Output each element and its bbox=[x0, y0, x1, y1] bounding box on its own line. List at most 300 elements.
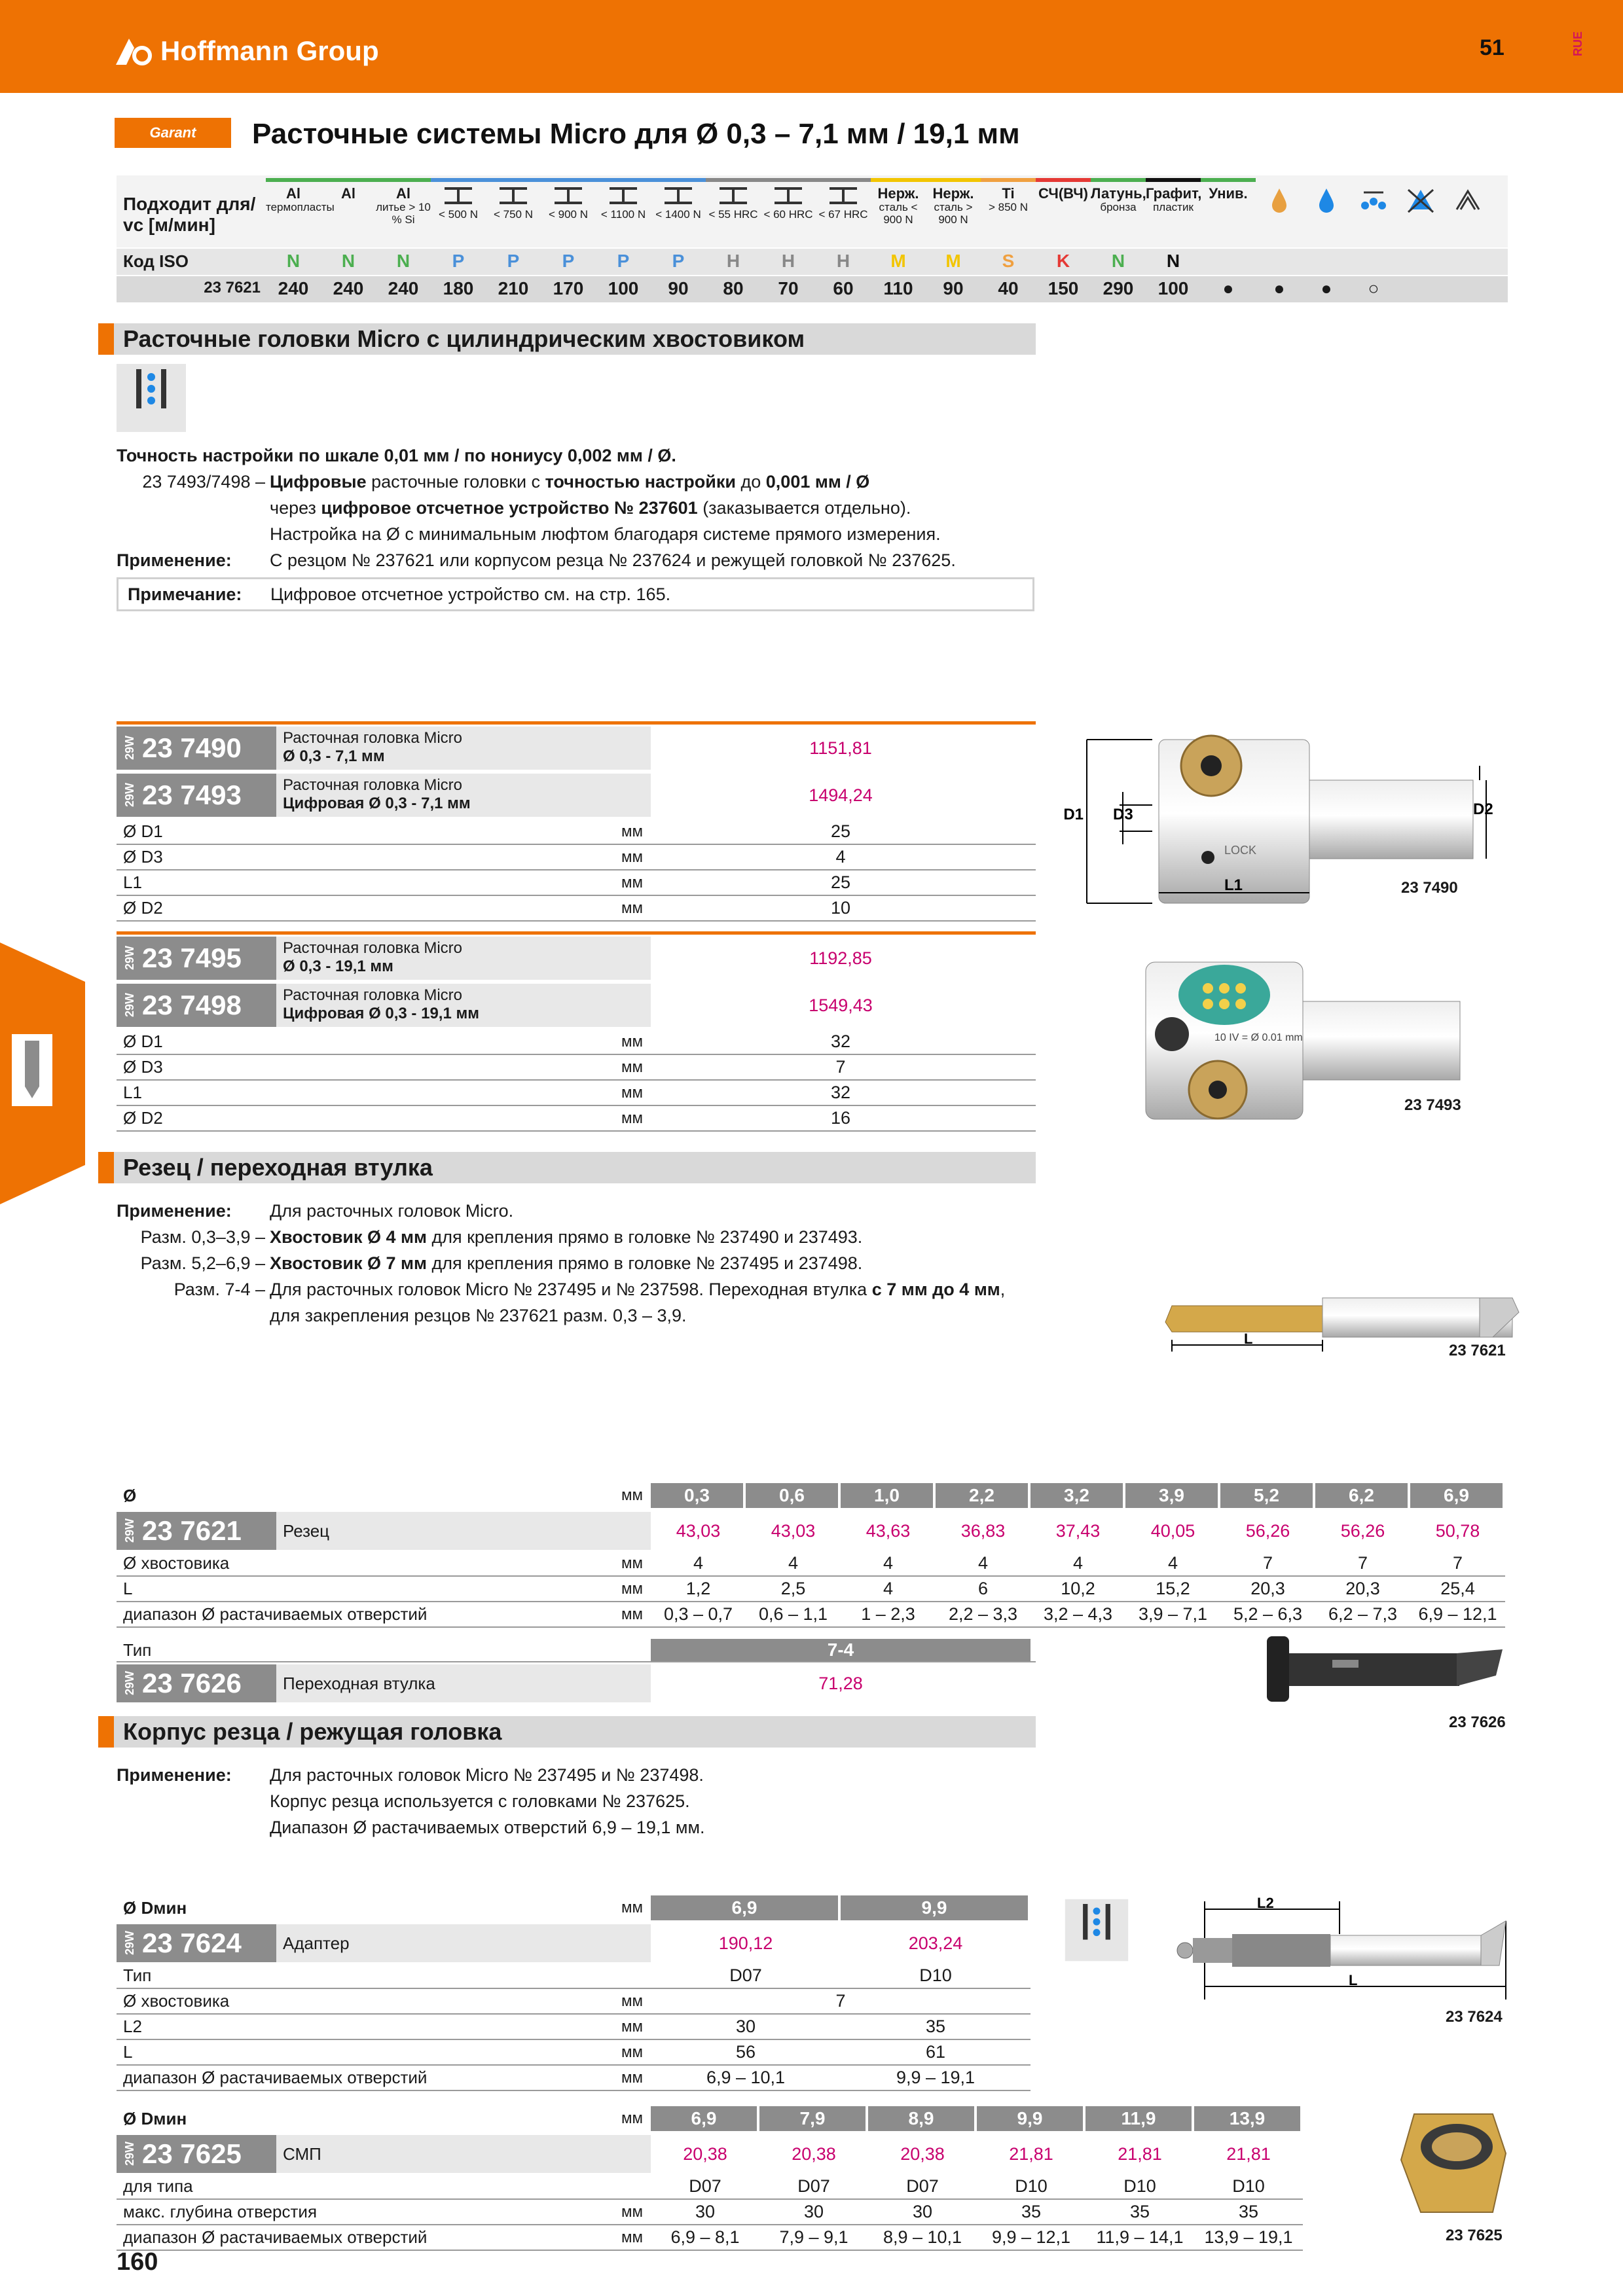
row-value: 0,6 – 1,1 bbox=[758, 1604, 828, 1624]
row-value: 7 bbox=[835, 1991, 846, 2011]
material-column-16 bbox=[1146, 175, 1201, 247]
unit-label: мм bbox=[621, 1605, 643, 1623]
size-header: 9,9 bbox=[841, 1895, 1028, 1920]
iso-code-cell: H bbox=[726, 251, 740, 271]
material-colorbar bbox=[761, 178, 816, 182]
size-header-row bbox=[117, 2106, 1303, 2131]
row-value: 30 bbox=[695, 2202, 716, 2221]
row-value: D10 bbox=[1232, 2176, 1265, 2196]
row-value: 6 bbox=[977, 1579, 989, 1598]
unit-label: мм bbox=[621, 1579, 643, 1598]
material-colorbar bbox=[706, 178, 761, 182]
label-l-adapter: L bbox=[1349, 1972, 1358, 1988]
product-row-237621 bbox=[117, 1511, 1505, 1551]
size-header: 3,9 bbox=[1125, 1483, 1218, 1508]
dimension-label: Ø D3 bbox=[123, 847, 163, 867]
article-prefix: 29W bbox=[123, 736, 136, 761]
speed-cell: 290 bbox=[1103, 278, 1134, 298]
coolant-mark-cell bbox=[1397, 276, 1444, 302]
material-sub: < 750 N bbox=[493, 208, 533, 221]
iso-code-cell: P bbox=[617, 251, 630, 271]
iso-code-cell: K bbox=[1056, 251, 1070, 271]
lock-text: LOCK bbox=[1224, 844, 1257, 857]
material-column-5 bbox=[541, 175, 596, 247]
material-row-label: Подходит для/ vc [м/мин] bbox=[123, 194, 256, 235]
note-label: Примечание: bbox=[128, 584, 242, 604]
material-sub: термопласты bbox=[266, 201, 335, 214]
row-value: 56 bbox=[735, 2042, 756, 2062]
coolant-code-cell bbox=[1303, 249, 1350, 275]
iso-code-cell: N bbox=[1111, 251, 1125, 271]
iso-code-cell: M bbox=[945, 251, 961, 271]
unit-label: мм bbox=[621, 1899, 643, 1916]
material-colorbar bbox=[541, 178, 596, 182]
row-label: диапазон Ø растачиваемых отверстий bbox=[123, 1604, 428, 1624]
size-header: 6,9 bbox=[1410, 1483, 1503, 1508]
dimension-label: L1 bbox=[123, 872, 142, 892]
row-value: 4 bbox=[977, 1553, 989, 1573]
size-header: 11,9 bbox=[1085, 2106, 1192, 2131]
no-coolant-icon bbox=[1404, 186, 1437, 216]
article-number: 23 7493 bbox=[142, 780, 242, 810]
unit-label: мм bbox=[621, 1032, 643, 1050]
page-number: 51 bbox=[1480, 35, 1504, 60]
speed-cell: 240 bbox=[333, 278, 364, 298]
material-header-row bbox=[117, 175, 1508, 247]
steel-beam-icon bbox=[442, 186, 475, 206]
label-l: L bbox=[1244, 1331, 1253, 1347]
size-label: Ø bbox=[123, 1485, 137, 1505]
article-code bbox=[117, 984, 276, 1027]
material-column-0 bbox=[266, 175, 335, 247]
row-value: 20,3 bbox=[1250, 1579, 1285, 1598]
spray-mist-icon bbox=[1357, 186, 1390, 216]
speed-cell: 70 bbox=[778, 278, 799, 298]
product-row-237495 bbox=[117, 935, 1036, 981]
material-colorbar bbox=[981, 178, 1036, 182]
row-value: 35 bbox=[1021, 2202, 1042, 2221]
row-value: 6,9 – 12,1 bbox=[1418, 1604, 1497, 1624]
speed-cell: 150 bbox=[1048, 278, 1079, 298]
coolant-code-cell bbox=[1350, 249, 1397, 275]
speed-cell: 180 bbox=[443, 278, 474, 298]
material-name: Al bbox=[396, 185, 410, 202]
unit-label: мм bbox=[621, 2043, 643, 2061]
material-colorbar bbox=[871, 178, 926, 182]
row-value: 25,4 bbox=[1440, 1579, 1475, 1598]
material-colorbar bbox=[816, 178, 871, 182]
iso-code-cell: P bbox=[672, 251, 685, 271]
data-row bbox=[117, 2200, 1303, 2225]
product-row-237498 bbox=[117, 982, 1036, 1028]
material-column-17 bbox=[1201, 175, 1256, 247]
size-line-3: Для расточных головок Micro № 237495 и № 237598. Переходная втулка с 7 мм до 4 мм, bbox=[270, 1280, 1006, 1299]
article-code bbox=[117, 2135, 276, 2173]
row-value: 4 bbox=[693, 1553, 704, 1573]
unit-label: мм bbox=[621, 1486, 643, 1504]
size-header: 0,6 bbox=[746, 1483, 838, 1508]
dimension-row bbox=[117, 1030, 1036, 1055]
dimension-row bbox=[117, 1106, 1036, 1132]
material-colorbar bbox=[266, 178, 321, 182]
steel-beam-icon bbox=[497, 186, 530, 206]
footer-page-number: 160 bbox=[117, 2248, 158, 2276]
dimension-label: Ø D3 bbox=[123, 1057, 163, 1077]
caption-7621: 23 7621 bbox=[1449, 1342, 1506, 1359]
unit-label: мм bbox=[621, 1992, 643, 2010]
article-number: 23 7625 bbox=[142, 2138, 242, 2169]
material-sub: сталь < 900 N bbox=[879, 201, 918, 226]
precision-text: Точность настройки по шкале 0,01 мм / по нониусу 0,002 мм / Ø. bbox=[117, 446, 676, 465]
dimension-label: Ø D1 bbox=[123, 821, 163, 841]
row-value: 7,9 – 9,1 bbox=[779, 2227, 848, 2247]
size-header: 0,3 bbox=[651, 1483, 743, 1508]
price: 190,12 bbox=[718, 1933, 773, 1953]
material-column-13 bbox=[981, 175, 1036, 247]
row-value: 3,2 – 4,3 bbox=[1043, 1604, 1113, 1624]
size-line-1: Хвостовик Ø 4 мм для крепления прямо в головке № 237490 и 237493. bbox=[270, 1227, 863, 1247]
speed-cell: 90 bbox=[668, 278, 689, 298]
article-description bbox=[276, 774, 651, 817]
material-sub: бронза bbox=[1100, 201, 1137, 214]
row-label: макс. глубина отверстия bbox=[123, 2202, 318, 2221]
article-description: Переходная втулка bbox=[276, 1664, 651, 1702]
unit-label: мм bbox=[621, 1058, 643, 1076]
dimension-value: 16 bbox=[830, 1108, 851, 1128]
material-name: Унив. bbox=[1209, 185, 1248, 202]
material-sub: < 60 HRC bbox=[763, 208, 813, 221]
row-value: 4 bbox=[1072, 1553, 1084, 1573]
data-row bbox=[117, 2174, 1303, 2200]
row-label: для типа bbox=[123, 2176, 193, 2196]
material-column-3 bbox=[431, 175, 486, 247]
dimension-row bbox=[117, 1055, 1036, 1081]
size-header: 3,2 bbox=[1030, 1483, 1123, 1508]
material-column-11 bbox=[871, 175, 926, 247]
row-value: 30 bbox=[912, 2202, 933, 2221]
price: 71,28 bbox=[818, 1673, 863, 1693]
unit-label: мм bbox=[621, 1554, 643, 1572]
material-name: Графит, bbox=[1146, 185, 1202, 202]
row-value: 9,9 – 19,1 bbox=[896, 2068, 976, 2087]
material-column-7 bbox=[651, 175, 706, 247]
price: 40,05 bbox=[1150, 1520, 1195, 1541]
article-code bbox=[117, 937, 276, 980]
material-colorbar bbox=[1201, 178, 1256, 182]
article-code bbox=[117, 1924, 276, 1962]
row-label: L2 bbox=[123, 2017, 142, 2036]
scale-text: 10 IV = Ø 0.01 mm bbox=[1214, 1032, 1303, 1043]
article-prefix: 29W bbox=[123, 1671, 136, 1696]
description-line-1: Расточная головка Micro bbox=[283, 986, 462, 1004]
row-value: 4 bbox=[883, 1553, 894, 1573]
data-row bbox=[117, 1602, 1505, 1628]
row-value: D10 bbox=[1123, 2176, 1156, 2196]
material-column-2 bbox=[376, 175, 431, 247]
article-code bbox=[117, 1664, 276, 1702]
row-value: 6,9 – 10,1 bbox=[706, 2068, 786, 2087]
row-value: 7 bbox=[1452, 1553, 1463, 1573]
size-header: 6,9 bbox=[651, 2106, 757, 2131]
material-column-4 bbox=[486, 175, 541, 247]
row-value: 35 bbox=[1129, 2202, 1150, 2221]
digital-ref: 23 7493/7498 – bbox=[142, 472, 265, 492]
size-label: Ø Dмин bbox=[123, 1897, 187, 1918]
iso-code-cell: N bbox=[341, 251, 356, 271]
coolant-column-2 bbox=[1350, 175, 1397, 247]
price: 21,81 bbox=[1009, 2144, 1053, 2164]
caption-7626: 23 7626 bbox=[1449, 1713, 1506, 1731]
iso-code-cell: N bbox=[1166, 251, 1180, 271]
steel-beam-icon bbox=[607, 186, 640, 206]
row-value: D07 bbox=[797, 2176, 830, 2196]
iso-label: Код ISO bbox=[123, 251, 189, 271]
size-line-2: Хвостовик Ø 7 мм для крепления прямо в головке № 237495 и 237498. bbox=[270, 1253, 863, 1273]
row-value: 1 – 2,3 bbox=[861, 1604, 915, 1624]
material-column-1 bbox=[321, 175, 376, 247]
garant-logo: Garant bbox=[115, 118, 231, 148]
description-line-2: Ø 0,3 - 19,1 мм bbox=[283, 957, 393, 975]
speed-cell: ● bbox=[1222, 278, 1234, 298]
data-row bbox=[117, 1989, 1030, 2015]
row-label: Ø хвостовика bbox=[123, 1553, 230, 1573]
price: 203,24 bbox=[908, 1933, 963, 1953]
dimension-value: 7 bbox=[835, 1057, 846, 1077]
article-description: Адаптер bbox=[276, 1924, 651, 1962]
type-header-row bbox=[117, 1639, 1036, 1662]
row-value: 1,2 bbox=[685, 1579, 711, 1598]
language-tag: RUE bbox=[1571, 31, 1584, 57]
material-colorbar bbox=[596, 178, 651, 182]
row-value: 7 bbox=[1262, 1553, 1273, 1573]
material-sub: литье > 10 % Si bbox=[376, 201, 431, 226]
material-colorbar bbox=[1146, 178, 1201, 182]
size-label: Ø Dмин bbox=[123, 2108, 187, 2128]
water-drop-icon bbox=[1310, 186, 1343, 216]
size-header: 9,9 bbox=[977, 2106, 1083, 2131]
label-l2: L2 bbox=[1257, 1895, 1274, 1911]
dimension-label: Ø D2 bbox=[123, 1108, 163, 1128]
data-row bbox=[117, 1577, 1505, 1602]
insert-7625-drawing bbox=[1395, 2101, 1512, 2219]
speed-cell: 100 bbox=[608, 278, 639, 298]
hoffmann-logo-icon bbox=[115, 36, 154, 66]
description-line-1: Расточная головка Micro bbox=[283, 776, 462, 794]
iso-code-cell: S bbox=[1002, 251, 1015, 271]
iso-code-cell: P bbox=[452, 251, 465, 271]
size-header: 8,9 bbox=[868, 2106, 974, 2131]
speed-row bbox=[117, 276, 1508, 302]
note-text: Цифровое отсчетное устройство см. на стр. 165. bbox=[270, 584, 671, 604]
row-value: 10,2 bbox=[1061, 1579, 1095, 1598]
article-code bbox=[117, 1512, 276, 1550]
section-header-holder: Корпус резца / режущая головка bbox=[98, 1716, 1036, 1748]
article-number: 23 7498 bbox=[142, 990, 242, 1020]
row-value: D10 bbox=[919, 1965, 952, 1985]
article-number: 23 7621 bbox=[204, 279, 261, 296]
material-colorbar bbox=[926, 178, 981, 182]
article-prefix: 29W bbox=[123, 1518, 136, 1543]
material-sub: < 900 N bbox=[548, 208, 588, 221]
row-value: 30 bbox=[803, 2202, 824, 2221]
air-blast-icon bbox=[1451, 186, 1484, 216]
price: 20,38 bbox=[900, 2144, 945, 2164]
speed-cell: 210 bbox=[498, 278, 529, 298]
article-prefix: 29W bbox=[123, 946, 136, 971]
dimension-value: 32 bbox=[830, 1083, 851, 1102]
internal-coolant-icon-2 bbox=[1064, 1895, 1129, 1965]
dimension-value: 10 bbox=[830, 898, 851, 918]
unit-label: мм bbox=[621, 1083, 643, 1102]
type-label: Тип bbox=[123, 1640, 152, 1660]
digital-line-1: Цифровые расточные головки с точностью настройки до 0,001 мм / Ø bbox=[270, 472, 870, 492]
cutter-app-text: Для расточных головок Micro. bbox=[270, 1201, 514, 1221]
dimension-label: Ø D1 bbox=[123, 1031, 163, 1051]
article-prefix: 29W bbox=[123, 2142, 136, 2166]
section-header-cutter: Резец / переходная втулка bbox=[98, 1152, 1036, 1183]
material-column-15 bbox=[1091, 175, 1146, 247]
material-name: Al bbox=[341, 185, 356, 202]
label-d3: D3 bbox=[1113, 806, 1133, 823]
row-value: 8,9 – 10,1 bbox=[883, 2227, 962, 2247]
material-colorbar bbox=[431, 178, 486, 182]
row-value: 7 bbox=[1357, 1553, 1368, 1573]
article-description bbox=[276, 937, 651, 980]
brand-logo bbox=[115, 31, 379, 71]
product-row-237625 bbox=[117, 2134, 1303, 2174]
coolant-code-cell bbox=[1444, 249, 1491, 275]
article-description: СМП bbox=[276, 2135, 651, 2173]
product-row-237490 bbox=[117, 725, 1036, 771]
speed-cell: 80 bbox=[723, 278, 744, 298]
price: 20,38 bbox=[683, 2144, 727, 2164]
note-box bbox=[117, 577, 1034, 611]
speed-cell: 240 bbox=[388, 278, 419, 298]
row-value: 11,9 – 14,1 bbox=[1096, 2227, 1184, 2247]
material-sub: пластик bbox=[1153, 201, 1194, 214]
price: 36,83 bbox=[960, 1520, 1006, 1541]
material-column-10 bbox=[816, 175, 871, 247]
speed-cell: 60 bbox=[833, 278, 854, 298]
digital-line-3: Настройка на Ø с минимальным люфтом благодаря системе прямого измерения. bbox=[270, 524, 941, 544]
iso-code-cell: H bbox=[781, 251, 795, 271]
row-value: 9,9 – 12,1 bbox=[991, 2227, 1071, 2247]
dimension-row bbox=[117, 896, 1036, 922]
coolant-column-4 bbox=[1444, 175, 1491, 247]
coolant-column-3 bbox=[1397, 175, 1444, 247]
holder-app-label: Применение: bbox=[117, 1765, 232, 1785]
row-value: 4 bbox=[883, 1579, 894, 1598]
label-d2: D2 bbox=[1473, 800, 1493, 818]
speed-cell: 40 bbox=[998, 278, 1019, 298]
price: 21,81 bbox=[1118, 2144, 1162, 2164]
dimension-row bbox=[117, 1081, 1036, 1106]
label-l1: L1 bbox=[1224, 876, 1243, 894]
application-label: Применение: bbox=[117, 550, 232, 570]
data-row bbox=[117, 1964, 1030, 1989]
dimension-value: 25 bbox=[830, 872, 851, 892]
row-label: Ø хвостовика bbox=[123, 1991, 230, 2011]
size-header: 2,2 bbox=[936, 1483, 1028, 1508]
row-value: D07 bbox=[729, 1965, 762, 1985]
article-prefix: 29W bbox=[123, 1931, 136, 1956]
dimension-label: L1 bbox=[123, 1083, 142, 1102]
speed-cell: 90 bbox=[943, 278, 964, 298]
material-colorbar bbox=[1091, 178, 1146, 182]
row-value: 2,2 – 3,3 bbox=[948, 1604, 1018, 1624]
coolant-mark-cell: ○ bbox=[1368, 278, 1379, 298]
row-value: 4 bbox=[788, 1553, 799, 1573]
unit-label: мм bbox=[621, 2017, 643, 2036]
material-colorbar bbox=[651, 178, 706, 182]
unit-label: мм bbox=[621, 2202, 643, 2221]
unit-label: мм bbox=[621, 1109, 643, 1127]
caption-7493: 23 7493 bbox=[1404, 1096, 1461, 1114]
speed-cell: 100 bbox=[1158, 278, 1189, 298]
steel-beam-icon bbox=[827, 186, 860, 206]
row-label: диапазон Ø растачиваемых отверстий bbox=[123, 2227, 428, 2247]
data-row bbox=[117, 1551, 1505, 1577]
dimension-row bbox=[117, 870, 1036, 896]
dimension-value: 32 bbox=[830, 1031, 851, 1051]
row-value: 30 bbox=[735, 2017, 756, 2036]
product-row-237626 bbox=[117, 1664, 1036, 1703]
row-value: 13,9 – 19,1 bbox=[1204, 2227, 1293, 2247]
adapter-7624-drawing bbox=[1172, 1895, 1512, 2006]
article-number: 23 7495 bbox=[142, 942, 242, 973]
holder-line-3: Диапазон Ø растачиваемых отверстий 6,9 – 19,1 мм. bbox=[270, 1818, 705, 1837]
material-colorbar bbox=[1036, 178, 1091, 182]
row-value: 2,5 bbox=[780, 1579, 806, 1598]
size-header: 13,9 bbox=[1194, 2106, 1300, 2131]
dimension-label: Ø D2 bbox=[123, 898, 163, 918]
iso-code-cell: H bbox=[836, 251, 850, 271]
caption-7625: 23 7625 bbox=[1446, 2227, 1503, 2244]
article-description bbox=[276, 726, 651, 770]
material-sub: < 1400 N bbox=[655, 208, 701, 221]
row-label: L bbox=[123, 1579, 133, 1598]
steel-beam-icon bbox=[662, 186, 695, 206]
material-name: Ti bbox=[1002, 185, 1015, 202]
article-prefix: 29W bbox=[123, 993, 136, 1018]
iso-code-cell: N bbox=[286, 251, 301, 271]
bushing-7626-drawing bbox=[1260, 1630, 1509, 1708]
article-description bbox=[276, 984, 651, 1027]
speed-cell: 110 bbox=[883, 278, 913, 298]
material-column-8 bbox=[706, 175, 761, 247]
heads-table-b bbox=[117, 935, 1036, 1132]
coolant-column-1 bbox=[1303, 175, 1350, 247]
material-name: Нерж. bbox=[932, 185, 974, 202]
material-column-14 bbox=[1036, 175, 1091, 247]
size-header-row bbox=[117, 1895, 1030, 1920]
adapter-7624-table bbox=[117, 1895, 1036, 2085]
price: 1494,24 bbox=[809, 785, 873, 805]
steel-beam-icon bbox=[552, 186, 585, 206]
side-tab-drill-icon bbox=[0, 942, 85, 1204]
material-colorbar bbox=[376, 178, 431, 182]
dimension-row bbox=[117, 819, 1036, 845]
material-name: СЧ(ВЧ) bbox=[1038, 185, 1088, 202]
digital-line-2: через цифровое отсчетное устройство № 237601 (заказывается отдельно). bbox=[270, 498, 911, 518]
material-column-12 bbox=[926, 175, 981, 247]
iso-code-cell: M bbox=[890, 251, 906, 271]
label-d1: D1 bbox=[1063, 806, 1084, 823]
cutter-app-label: Применение: bbox=[117, 1201, 232, 1221]
data-row bbox=[117, 2015, 1030, 2040]
iso-code-cell: P bbox=[562, 251, 575, 271]
section-header-heads: Расточные головки Micro с цилиндрическим хвостовиком bbox=[98, 323, 1036, 355]
